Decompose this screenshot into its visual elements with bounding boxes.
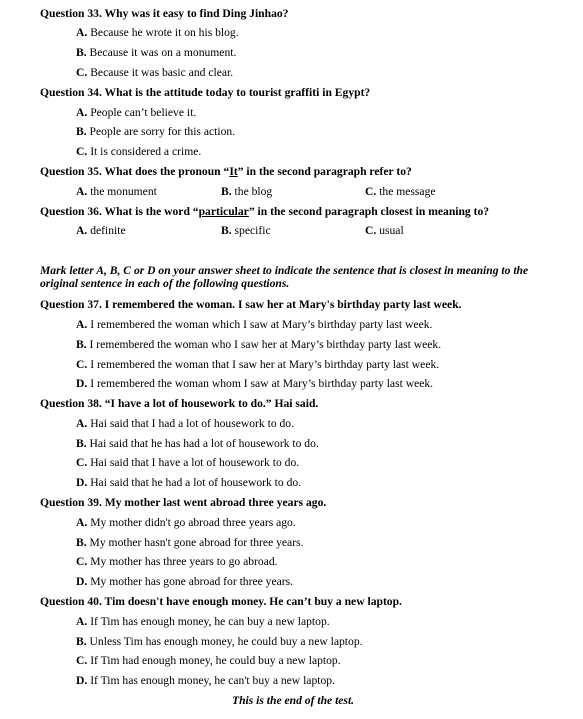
option-letter: C. [76,654,88,667]
question-text: ” in the second paragraph refer to? [237,165,412,178]
option-text: My mother hasn't gone abroad for three years. [89,536,304,549]
option-letter: A. [76,318,88,331]
option-letter: B. [221,224,232,237]
option-37-c [76,358,439,372]
option-text: People are sorry for this action. [89,125,236,138]
option-37-a [76,318,432,332]
option-35-b [221,185,272,199]
option-34-a [76,106,196,120]
option-text: Because it was basic and clear. [90,66,234,79]
question-text: What is the attitude today to tourist graffiti in Egypt? [104,86,371,99]
option-34-c [76,145,201,159]
option-text: If Tim has enough money, he can buy a new laptop. [90,615,330,628]
question-text: What does the pronoun “ [104,165,230,178]
option-38-d [76,476,301,490]
question-text: My mother last went abroad three years ago. [104,496,327,509]
option-letter: C. [76,66,88,79]
question-36 [40,205,489,219]
question-number: Question 36. [40,205,102,218]
option-text: the monument [90,185,157,198]
option-letter: C. [76,145,88,158]
option-text: My mother has gone abroad for three years. [90,575,294,588]
option-text: I remembered the woman which I saw at Mary’s birthday party last week. [90,318,433,331]
option-text: I remembered the woman who I saw her at Mary’s birthday party last week. [89,338,442,351]
underlined-word: particular [198,205,249,218]
option-37-b [76,338,441,352]
option-39-c [76,555,278,569]
option-letter: B. [76,536,87,549]
option-letter: A. [76,26,88,39]
option-text: definite [90,224,126,237]
option-38-a [76,417,294,431]
option-letter: A. [76,516,88,529]
option-text: I remembered the woman whom I saw at Mary’s birthday party last week. [90,377,434,390]
option-text: If Tim had enough money, he could buy a new laptop. [90,654,341,667]
option-38-b [76,437,319,451]
option-letter: A. [76,224,88,237]
option-text: specific [234,224,271,237]
question-34 [40,86,370,100]
option-letter: C. [76,555,88,568]
question-text: ” in the second paragraph closest in meaning to? [248,205,490,218]
option-letter: D. [76,674,88,687]
option-text: I remembered the woman that I saw her at Mary’s birthday party last week. [90,358,440,371]
option-letter: D. [76,575,88,588]
question-39 [40,496,326,510]
end-of-test-text: This is the end of the test. [232,694,355,707]
option-letter: C. [76,456,88,469]
option-letter: A. [76,615,88,628]
question-35 [40,165,412,179]
option-36-a [76,224,126,238]
question-37 [40,298,462,312]
question-text: What is the word “ [104,205,199,218]
question-number: Question 35. [40,165,102,178]
option-33-b [76,46,236,60]
question-number: Question 39. [40,496,102,509]
option-letter: B. [76,635,87,648]
option-text: My mother has three years to go abroad. [90,555,278,568]
option-letter: B. [221,185,232,198]
question-text: Tim doesn't have enough money. He can’t buy a new laptop. [104,595,402,608]
option-33-a [76,26,239,40]
underlined-word: It [229,165,238,178]
option-35-a [76,185,157,199]
question-38 [40,397,318,411]
option-text: It is considered a crime. [90,145,202,158]
option-letter: C. [365,185,377,198]
option-text: If Tim has enough money, he can't buy a new laptop. [90,674,335,687]
option-36-b [221,224,271,238]
question-number: Question 34. [40,86,102,99]
option-text: Because it was on a monument. [89,46,237,59]
question-number: Question 37. [40,298,102,311]
option-letter: B. [76,125,87,138]
option-letter: B. [76,46,87,59]
option-37-d [76,377,433,391]
option-40-b [76,635,363,649]
option-text: My mother didn't go abroad three years ago. [90,516,296,529]
option-text: the blog [234,185,273,198]
option-text: Hai said that I have a lot of housework to do. [90,456,300,469]
option-letter: A. [76,106,88,119]
option-letter: C. [76,358,88,371]
option-38-c [76,456,299,470]
question-text: Why was it easy to find Ding Jinhao? [104,7,289,20]
question-text: I remembered the woman. I saw her at Mary's birthday party last week. [104,298,462,311]
option-text: Unless Tim has enough money, he could buy a new laptop. [89,635,363,648]
option-40-a [76,615,330,629]
option-text: Hai said that he had a lot of housework to do. [90,476,302,489]
option-text: the message [379,185,436,198]
option-39-a [76,516,296,530]
option-letter: A. [76,185,88,198]
option-39-d [76,575,293,589]
question-33 [40,7,288,21]
option-letter: A. [76,417,88,430]
question-text: “I have a lot of housework to do.” Hai said. [104,397,319,410]
option-33-c [76,66,233,80]
question-number: Question 33. [40,7,102,20]
option-34-b [76,125,235,139]
question-40 [40,595,402,609]
option-text: Hai said that he has had a lot of housework to do. [89,437,319,450]
section-instruction: Mark letter A, B, C or D on your answer sheet to indicate the sentence that is closest in meaning to the original sentence in each of the following questions. [40,264,529,290]
option-39-b [76,536,303,550]
option-40-d [76,674,335,688]
option-letter: C. [365,224,377,237]
option-36-c [365,224,404,238]
option-35-c [365,185,436,199]
question-number: Question 40. [40,595,102,608]
option-letter: D. [76,476,88,489]
option-text: People can’t believe it. [90,106,197,119]
option-letter: B. [76,338,87,351]
option-letter: B. [76,437,87,450]
question-number: Question 38. [40,397,102,410]
option-letter: D. [76,377,88,390]
option-text: Hai said that I had a lot of housework to do. [90,417,295,430]
option-text: usual [379,224,404,237]
option-text: Because he wrote it on his blog. [90,26,239,39]
option-40-c [76,654,341,668]
